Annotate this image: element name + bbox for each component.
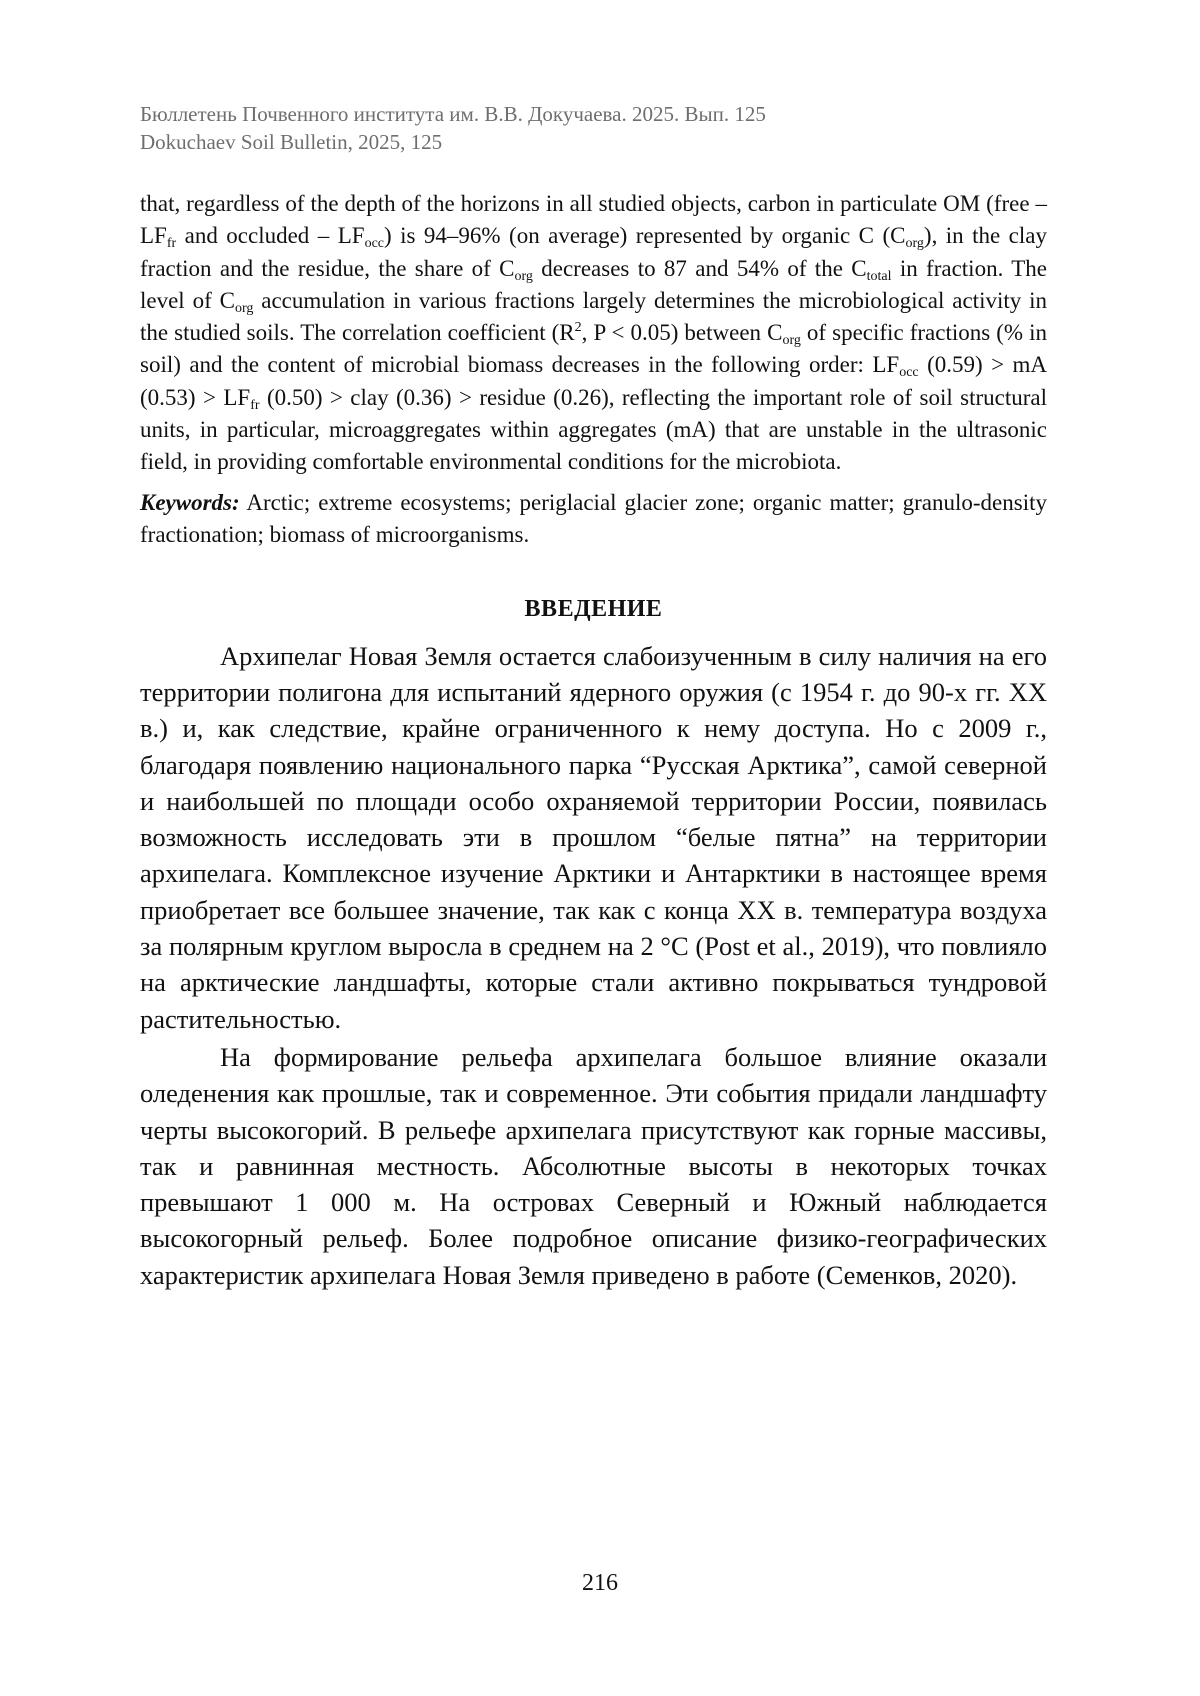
keywords bbox=[140, 487, 1047, 551]
intro-paragraph-2: На формирование рельефа архипелага большое влияние оказали оледенения как прошлые, так и современное. Эти события придали ландшафту черты высокогорий. В рельефе архипелага присутствуют как горные массивы, так и равнинная местность. Абсолютные высоты в некоторых точках превышают 1 000 м. На островах Северный и Южный наблюдается высокогорный рельеф. Более подробное описание физико-географических характеристик архипелага Новая Земля приведено в работе (Семенков, 2020). bbox=[140, 1041, 1047, 1290]
intro-paragraph-1: Архипелаг Новая Земля остается слабоизученным в силу наличия на его территории полигона для испытаний ядерного оружия (с 1954 г. до 90-х гг. XX в.) и, как следствие, крайне ограниченного к нему доступа. Но с 2009 г., благодаря появлению национального парка “Русская Арктика”, самой северной и наибольшей по площади особо охраняемой территории России, появилась возможность исследовать эти в прошлом “белые пятна” на территории архипелага. Комплексное изучение Арктики и Антарктики в настоящее время приобретает все большее значение, так как с конца XX в. температура воздуха за полярным круглом выросла в среднем на 2 °C (Post et al., 2019), что повлияло на арктические ландшафты, которые стали активно покрываться тундровой растительностью. bbox=[140, 640, 1047, 1034]
journal-title-en: Dokuchaev Soil Bulletin, 2025, 125 bbox=[140, 130, 443, 154]
section-heading: ВВЕДЕНИЕ bbox=[524, 595, 663, 622]
running-head bbox=[140, 100, 766, 156]
journal-title-ru: Бюллетень Почвенного института им. В.В. Докучаева. 2025. Вып. 125 bbox=[140, 102, 766, 126]
keywords-text: Arctic; extreme ecosystems; periglacial glacier zone; organic matter; granulo-density fractionation; biomass of microorganisms. bbox=[140, 489, 1047, 547]
page-number: 216 bbox=[582, 1570, 618, 1596]
abstract-text: that, regardless of the depth of the horizons in all studied objects, carbon in particulate OM (free – $LF_{fr}$ and occluded – $LF_{occ}$) is 94–96% (on average) represented by organic C $(C_{org})$, in the clay fraction and the residue, the share of $C_{org}$ decreases to 87 and 54% of the $C_{total}$ in fraction. The level of $C_{org}$ accumulation in various fractions largely determines the microbiological activity in the studied soils. The correlation coefficient ($R^2$, P < 0.05) between $C_{org}$ of specific fractions (% in soil) and the content of microbial biomass decreases in the following order: $LF_{occ}$ (0.59) > mA $(0.53) > LF_{fr}$ (0.50) > clay (0.36) > residue (0.26), reflecting the important role of soil structural units, in particular, microaggregates within aggregates (mA) that are unstable in the ultrasonic field, in providing comfortable environmental conditions for the microbiota. bbox=[140, 191, 1047, 475]
keywords-label: Keywords: bbox=[140, 489, 240, 515]
page-content bbox=[140, 188, 1047, 1293]
